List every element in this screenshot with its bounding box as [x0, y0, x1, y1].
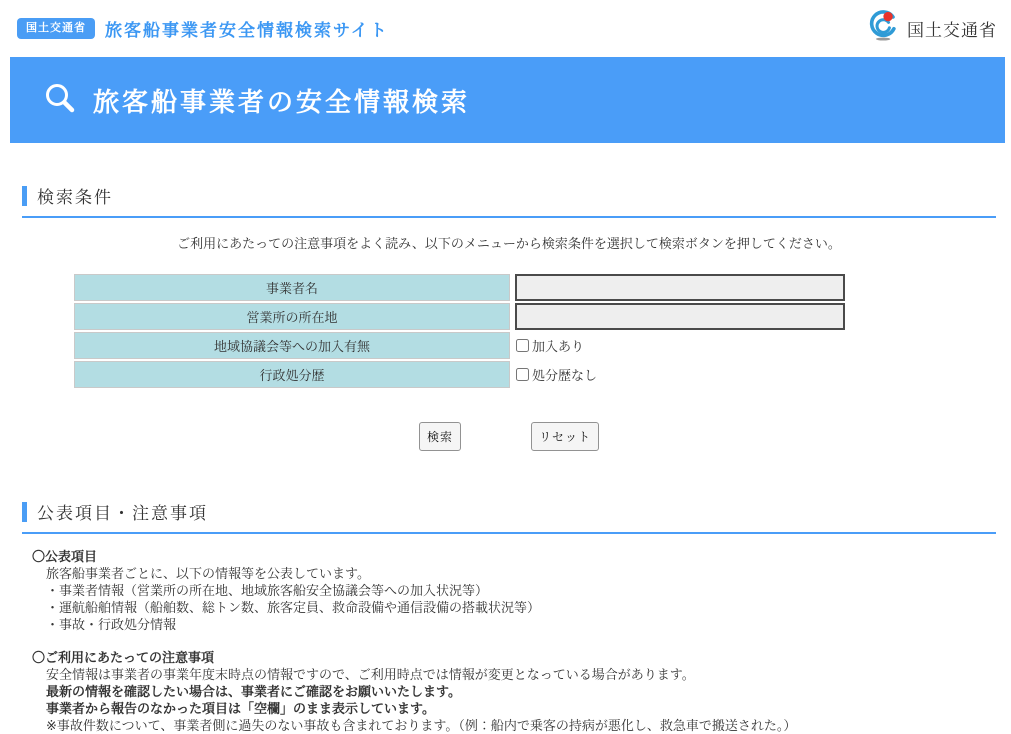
table-row-council-membership — [74, 332, 945, 359]
main-content — [22, 183, 996, 734]
search-instruction: ご利用にあたっての注意事項をよく読み、以下のメニューから検索条件を選択して検索ボタンを押してください。 — [177, 236, 841, 251]
field-label-office-location: 営業所の所在地 — [74, 303, 510, 330]
search-icon — [43, 81, 77, 120]
search-section-heading — [22, 183, 996, 218]
top-header — [0, 0, 1011, 57]
mlit-logo-icon — [866, 9, 902, 48]
council-membership-checkbox-text: 加入あり — [532, 339, 585, 354]
office-location-input[interactable] — [515, 303, 845, 330]
search-section-title: 検索条件 — [37, 188, 113, 207]
field-cell-office-location — [510, 303, 945, 330]
notes-line: ・事業者情報（営業所の所在地、地域旅客船安全協議会等への加入状況等） — [46, 583, 489, 598]
notes-line: ・運航船舶情報（船舶数、総トン数、旅客定員、救命設備や通信設備の搭載状況等） — [46, 600, 541, 615]
disposition-history-checkbox-text: 処分歴なし — [532, 368, 598, 383]
disposition-history-checkbox[interactable] — [516, 368, 529, 381]
council-membership-checkbox[interactable] — [516, 339, 529, 352]
disposition-history-checkbox-label[interactable] — [515, 365, 597, 384]
published-items-title: 〇公表項目 — [32, 549, 98, 564]
heading-accent-bar — [22, 186, 27, 206]
org-name: 国土交通省 — [907, 21, 997, 40]
field-cell-disposition-history — [510, 361, 945, 388]
published-items-block — [22, 548, 996, 633]
reset-button[interactable]: リセット — [531, 422, 599, 451]
table-row-office-location — [74, 303, 945, 330]
search-button[interactable]: 検索 — [419, 422, 461, 451]
usage-notes-title: 〇ご利用にあたっての注意事項 — [32, 650, 215, 665]
button-row — [22, 422, 996, 451]
table-row-disposition-history — [74, 361, 945, 388]
heading-accent-bar — [22, 502, 27, 522]
field-label-operator-name: 事業者名 — [74, 274, 510, 301]
notes-line: ※事故件数について、事業者側に過失のない事故も含まれております。（例：船内で乗客の持病が悪化し、救急車で搬送された。） — [46, 718, 797, 733]
site-home-link[interactable] — [17, 16, 389, 41]
field-cell-council-membership — [510, 332, 945, 359]
mlit-logo-group — [866, 9, 997, 48]
search-form-table — [74, 272, 945, 390]
search-section — [22, 183, 996, 451]
field-label-disposition-history: 行政処分歴 — [74, 361, 510, 388]
field-label-council-membership: 地域協議会等への加入有無 — [74, 332, 510, 359]
site-title: 旅客船事業者安全情報検索サイト — [105, 21, 389, 40]
notes-line: ・事故・行政処分情報 — [46, 617, 177, 632]
field-cell-operator-name — [510, 274, 945, 301]
notes-section-title: 公表項目・注意事項 — [37, 504, 208, 523]
notes-section-heading — [22, 499, 996, 534]
notes-line: 最新の情報を確認したい場合は、事業者にご確認をお願いいたします。 — [46, 684, 461, 699]
operator-name-input[interactable] — [515, 274, 845, 301]
usage-notes-block — [22, 649, 996, 734]
council-membership-checkbox-label[interactable] — [515, 336, 584, 355]
notes-line: 安全情報は事業者の事業年度末時点の情報ですので、ご利用時点では情報が変更となっている場合があります。 — [46, 667, 695, 682]
mlit-badge: 国土交通省 — [17, 18, 95, 39]
page-banner — [10, 57, 1005, 143]
notes-line: 旅客船事業者ごとに、以下の情報等を公表しています。 — [46, 566, 370, 581]
notes-section — [22, 499, 996, 734]
banner-title: 旅客船事業者の安全情報検索 — [93, 86, 471, 117]
notes-line: 事業者から報告のなかった項目は「空欄」のまま表示しています。 — [46, 701, 435, 716]
table-row-operator-name — [74, 274, 945, 301]
